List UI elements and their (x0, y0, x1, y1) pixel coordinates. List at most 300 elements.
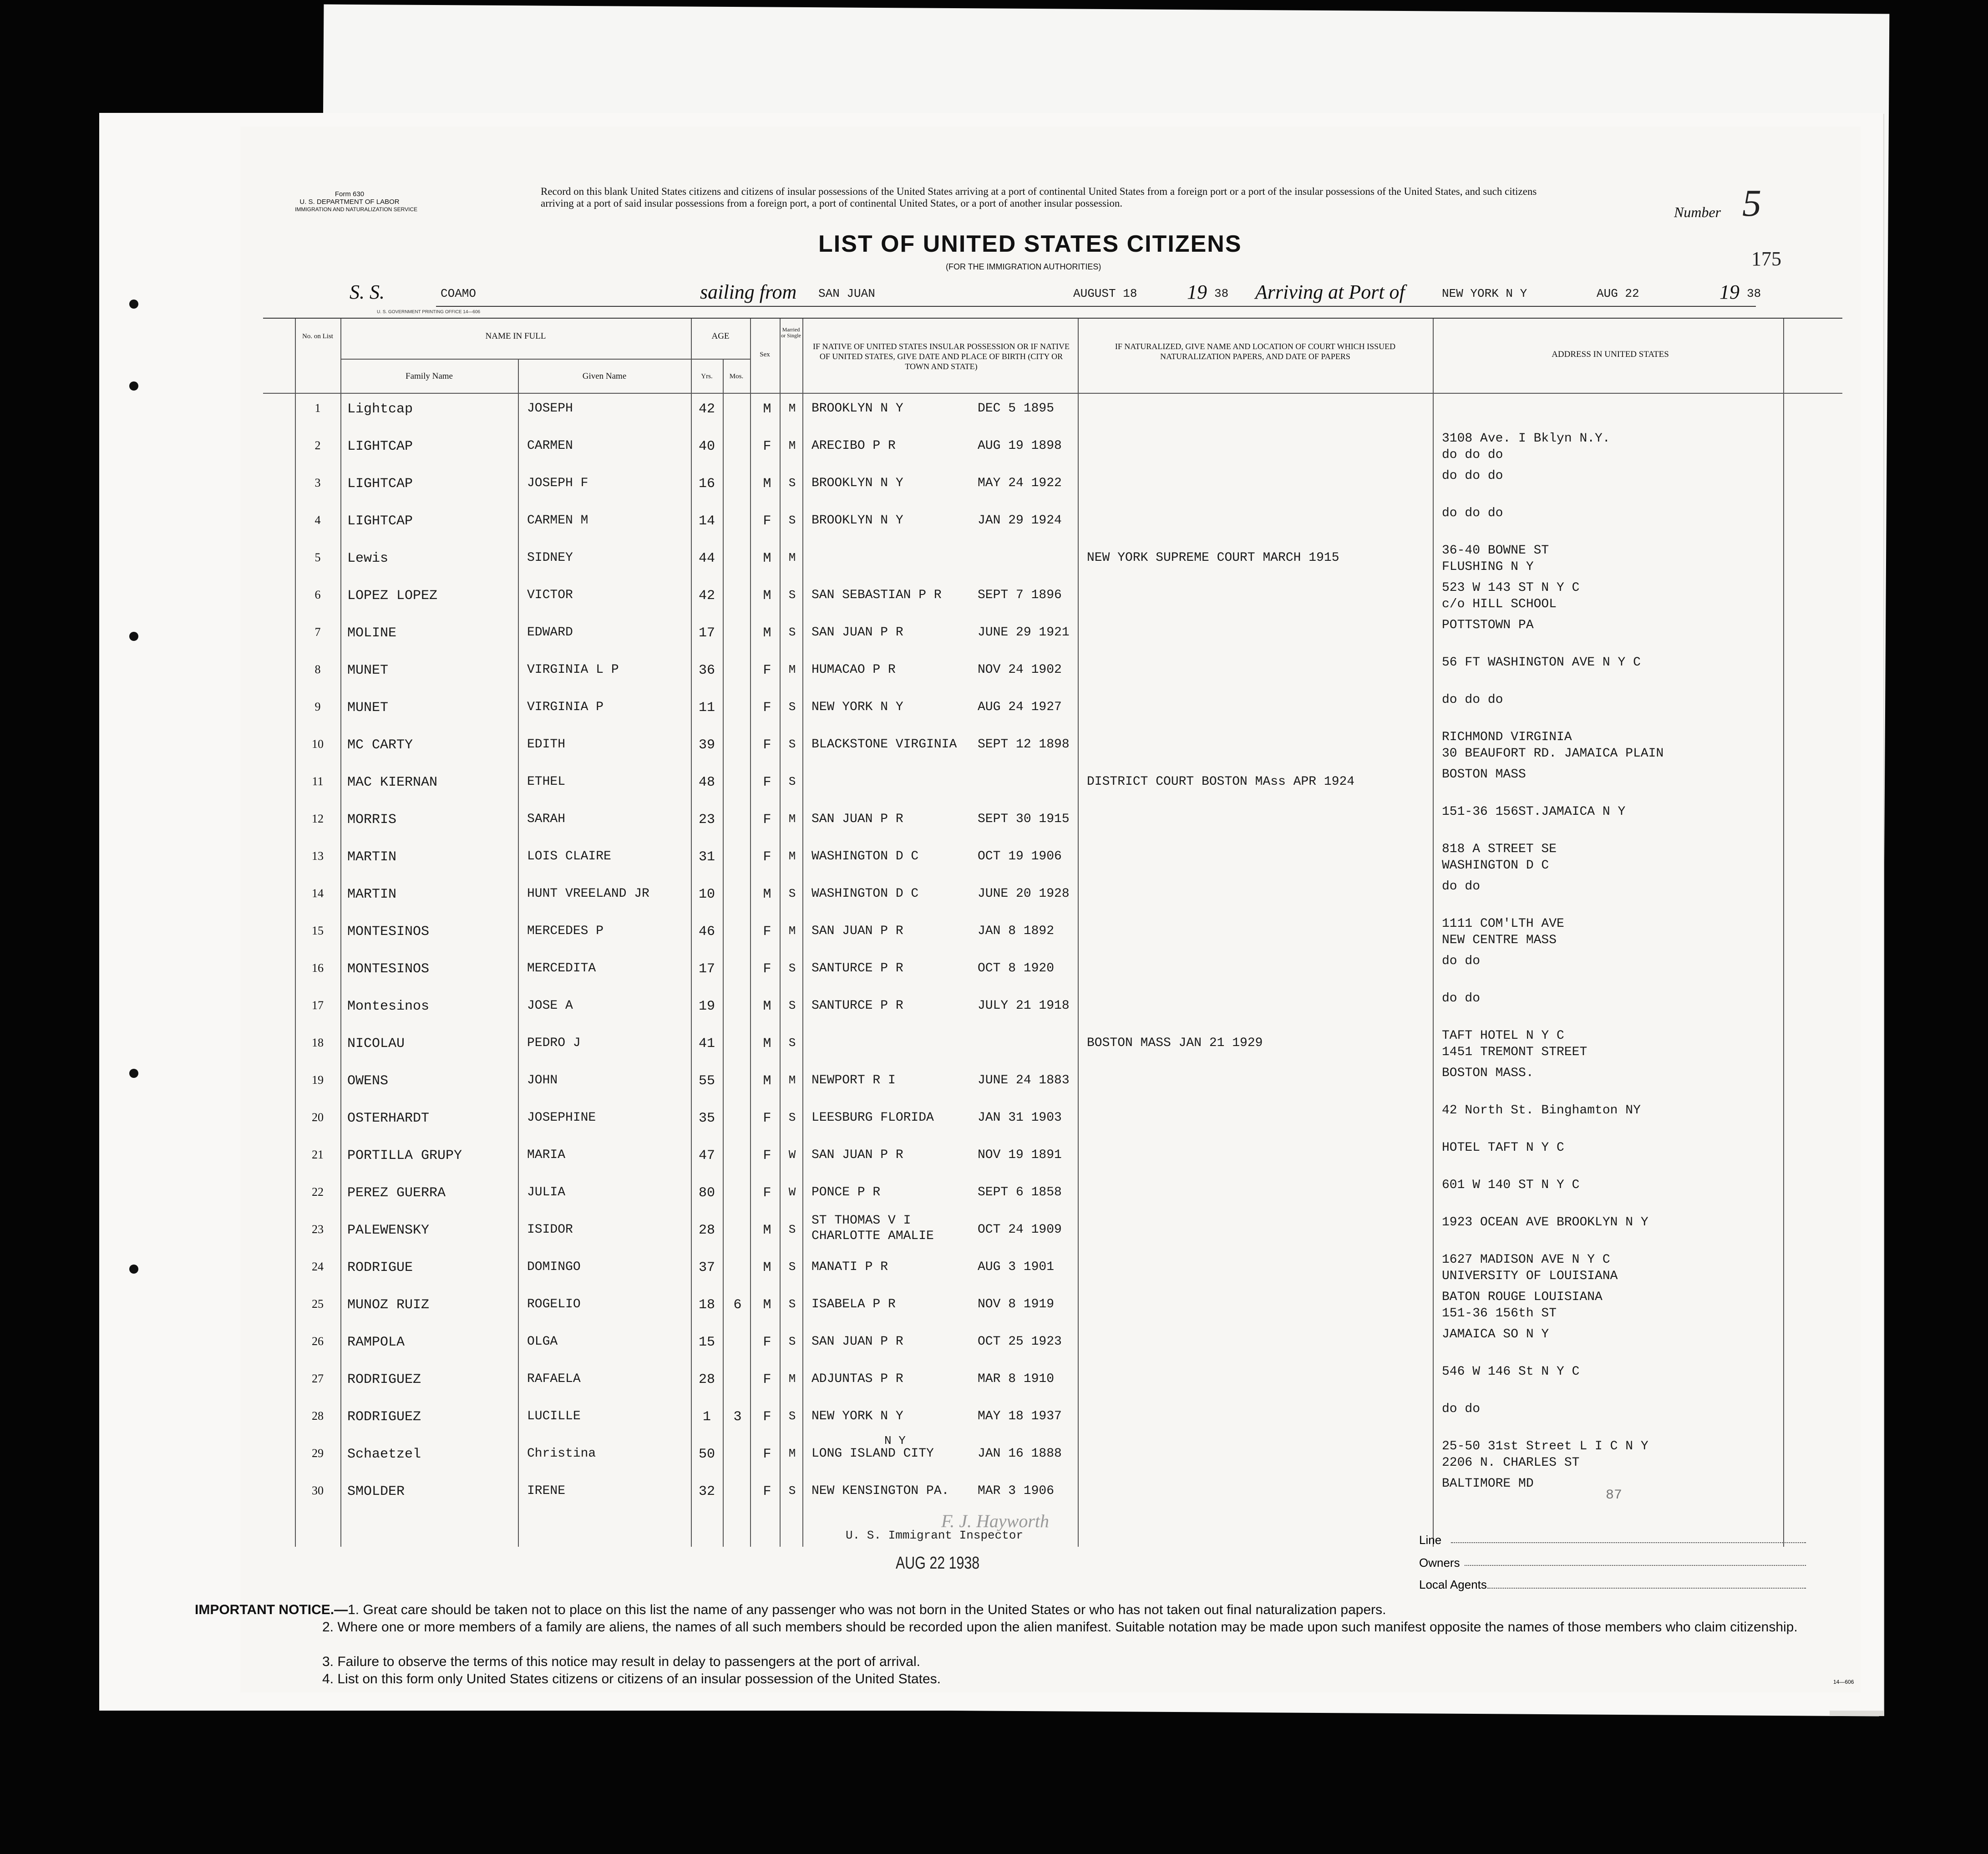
cell-given: MARIA (527, 1148, 566, 1162)
table-row (263, 507, 1883, 544)
cell-addr1: do do do (1442, 469, 1503, 483)
table-row (263, 1403, 1883, 1439)
cell-family: MARTIN (347, 849, 397, 865)
cell-mos: 3 (733, 1409, 742, 1425)
cell-no: 21 (312, 1148, 324, 1161)
cell-family: MUNOZ RUIZ (347, 1297, 430, 1313)
cell-addr1: 523 W 143 ST N Y C (1442, 581, 1580, 595)
cell-family: RODRIGUE (347, 1260, 413, 1275)
cell-yrs: 46 (698, 924, 715, 940)
cell-ms: S (788, 999, 796, 1012)
cell-sex: F (763, 1447, 771, 1462)
table-row (263, 432, 1883, 469)
cell-date: OCT 8 1920 (978, 961, 1055, 975)
sailing-label: sailing from (700, 281, 797, 303)
cell-sex: F (763, 1111, 771, 1126)
cell-place: SAN JUAN P R (811, 1148, 903, 1162)
cell-family: MARTIN (347, 887, 397, 902)
cell-given: CARMEN (527, 439, 573, 453)
cell-addr2: 2206 N. CHARLES ST (1442, 1456, 1580, 1470)
inspector-signature: F. J. Hayworth (941, 1511, 1050, 1531)
table-row (263, 806, 1883, 842)
table-row (263, 1366, 1883, 1402)
sailing-year: 38 (1214, 287, 1229, 300)
cell-family: RODRIGUEZ (347, 1409, 421, 1425)
cell-no: 6 (314, 588, 321, 601)
cell-addr1: do do do (1442, 693, 1503, 707)
cell-yrs: 32 (698, 1484, 715, 1499)
cell-no: 4 (314, 513, 321, 527)
cell-addr2: NEW CENTRE MASS (1442, 933, 1557, 947)
cell-addr1: do do (1442, 991, 1481, 1006)
sailing-port: SAN JUAN (818, 287, 875, 300)
cell-no: 2 (314, 439, 321, 452)
cell-addr2: do do do (1442, 448, 1503, 462)
cell-addr1: BALTIMORE MD (1442, 1477, 1534, 1491)
cell-ms: S (788, 476, 796, 490)
cell-yrs: 31 (698, 849, 715, 865)
cell-given: LOIS CLAIRE (527, 849, 611, 864)
cell-given: CARMEN M (527, 513, 588, 528)
cell-place: SAN JUAN P R (811, 812, 903, 826)
cell-sex: F (763, 849, 771, 865)
cell-given: ROGELIO (527, 1297, 581, 1311)
cell-no: 20 (312, 1111, 324, 1124)
cell-no: 12 (312, 812, 324, 825)
cell-addr1: 818 A STREET SE (1442, 842, 1557, 856)
cell-addr1: POTTSTOWN PA (1442, 618, 1534, 632)
cell-sex: F (763, 961, 771, 977)
cell-mos: 6 (733, 1297, 742, 1313)
cell-sex: M (763, 625, 771, 641)
cell-ms: S (788, 887, 796, 900)
ss-label: S. S. (350, 281, 385, 303)
cell-family: Montesinos (347, 999, 430, 1014)
cell-yrs: 47 (698, 1148, 715, 1163)
cell-sex: F (763, 1484, 771, 1499)
stamp-date: AUG 22 1938 (896, 1554, 980, 1573)
cell-no: 16 (312, 961, 324, 975)
cell-family: MUNET (347, 700, 389, 716)
form-title: LIST OF UNITED STATES CITIZENS (818, 231, 1242, 257)
cell-place: LONG ISLAND CITY (811, 1447, 934, 1461)
cell-family: Lightcap (347, 401, 413, 417)
cell-date: AUG 24 1927 (978, 700, 1062, 714)
cell-nat: BOSTON MASS JAN 21 1929 (1087, 1036, 1263, 1050)
line-label: Line (1419, 1533, 1442, 1547)
table-row (263, 880, 1883, 917)
table-row (263, 1328, 1883, 1365)
cell-given: DOMINGO (527, 1260, 581, 1274)
cell-ms: S (788, 737, 796, 751)
cell-date: NOV 8 1919 (978, 1297, 1055, 1311)
cell-family: NICOLAU (347, 1036, 405, 1051)
form-id (295, 190, 418, 213)
cell-addr2: WASHINGTON D C (1442, 858, 1549, 873)
cell-date: JULY 21 1918 (978, 999, 1070, 1013)
cell-yrs: 14 (698, 513, 715, 529)
cell-no: 10 (312, 737, 324, 751)
cell-place: ST THOMAS V I (811, 1214, 911, 1228)
cell-ms: S (788, 1111, 796, 1124)
cell-yrs: 35 (698, 1111, 715, 1126)
cell-no: 3 (314, 476, 321, 489)
cell-no: 24 (312, 1260, 324, 1273)
table-row (263, 582, 1883, 618)
cell-family: MAC KIERNAN (347, 775, 438, 790)
arrival-port: NEW YORK N Y (1442, 287, 1527, 300)
cell-yrs: 19 (698, 999, 715, 1014)
cell-place: NEW YORK N Y (811, 1409, 903, 1423)
cell-family: MC CARTY (347, 737, 413, 753)
col-naturalized: IF NATURALIZED, GIVE NAME AND LOCATION OF COURT WHICH ISSUED NATURALIZATION PAPERS, AND DATE OF PAPERS (1115, 342, 1396, 361)
cell-ms: M (788, 849, 796, 863)
cell-given: VIRGINIA L P (527, 663, 619, 677)
cell-family: Schaetzel (347, 1447, 421, 1462)
line-field (1451, 1542, 1806, 1544)
cell-addr1: JAMAICA SO N Y (1442, 1327, 1549, 1341)
cell-nat: NEW YORK SUPREME COURT MARCH 1915 (1087, 551, 1339, 565)
cell-no: 23 (312, 1223, 324, 1236)
table-row (263, 619, 1883, 655)
table-row (263, 1179, 1883, 1215)
cell-sex: F (763, 700, 771, 716)
cell-place: LEESBURG FLORIDA (811, 1111, 934, 1125)
cell-no: 7 (314, 625, 321, 639)
cell-sex: M (763, 999, 771, 1014)
cell-sex: M (763, 551, 771, 566)
cell-place: BROOKLYN N Y (811, 476, 903, 490)
cell-given: JOSEPHINE (527, 1111, 596, 1125)
cell-ms: M (788, 812, 796, 826)
cell-addr1: do do (1442, 954, 1481, 968)
cell-yrs: 39 (698, 737, 715, 753)
cell-place: ADJUNTAS P R (811, 1372, 903, 1386)
cell-addr1: 546 W 146 St N Y C (1442, 1365, 1580, 1379)
col-given-name: Given Name (582, 371, 627, 381)
cell-ms: S (788, 588, 796, 602)
cell-place: NEW KENSINGTON PA. (811, 1484, 949, 1498)
cell-sex: F (763, 775, 771, 790)
important-notice (195, 1601, 1815, 1619)
cell-sex: F (763, 513, 771, 529)
cell-given: IRENE (527, 1484, 566, 1498)
cell-date: OCT 19 1906 (978, 849, 1062, 864)
table-row (263, 992, 1883, 1029)
punch-hole (129, 1069, 138, 1078)
table-row (263, 731, 1883, 767)
cell-ms: S (788, 1260, 796, 1274)
cell-yrs: 23 (698, 812, 715, 828)
col-mos: Mos. (729, 373, 744, 380)
arrival-year-prefix: 19 (1719, 281, 1740, 303)
cell-given: PEDRO J (527, 1036, 581, 1050)
number-value: 5 (1742, 182, 1761, 224)
cell-ms: M (788, 401, 796, 415)
cell-ms: S (788, 961, 796, 975)
table-row (263, 955, 1883, 991)
cell-no: 5 (314, 551, 321, 564)
col-age: AGE (711, 331, 730, 341)
table-row (263, 694, 1883, 730)
form-number: Form 630 (335, 190, 365, 198)
cell-given: JOHN (527, 1073, 558, 1087)
cell-sex: F (763, 1185, 771, 1201)
cell-ms: M (788, 439, 796, 452)
col-address: ADDRESS IN UNITED STATES (1552, 350, 1669, 359)
cell-ms: W (788, 1185, 796, 1199)
cell-place: WASHINGTON D C (811, 849, 919, 864)
table-row (263, 1216, 1883, 1253)
cell-ms: S (788, 1297, 796, 1311)
notice-item-1: 1. Great care should be taken not to place on this list the name of any passenger who was not born in the United States or who has not taken out final naturalization papers. (348, 1602, 1386, 1617)
department: U. S. DEPARTMENT OF LABOR (299, 198, 400, 206)
table-row (263, 656, 1883, 693)
table-row (263, 1104, 1883, 1141)
cell-no: 11 (312, 775, 324, 788)
cell-yrs: 18 (698, 1297, 715, 1313)
cell-addr1: BOSTON MASS (1442, 767, 1526, 782)
col-birth: IF NATIVE OF UNITED STATES INSULAR POSSESSION OR IF NATIVE OF UNITED STATES, GIVE DATE AND PLACE OF BIRTH (CITY OR TOWN AND STATE) (812, 342, 1070, 371)
cell-ms: M (788, 551, 796, 564)
cell-place: SANTURCE P R (811, 961, 903, 975)
cell-ms: S (788, 1484, 796, 1498)
cell-yrs: 41 (698, 1036, 715, 1051)
cell-given: SARAH (527, 812, 566, 826)
col-family-name: Family Name (406, 371, 453, 381)
cell-addr2: FLUSHING N Y (1442, 560, 1534, 574)
cell-ms: S (788, 700, 796, 714)
cell-given: ISIDOR (527, 1223, 573, 1237)
cell-ms: M (788, 1372, 796, 1386)
service: IMMIGRATION AND NATURALIZATION SERVICE (295, 206, 418, 213)
cell-date: SEPT 7 1896 (978, 588, 1062, 602)
table-row (263, 1434, 1883, 1477)
table-row (263, 1142, 1883, 1178)
cell-family: SMOLDER (347, 1484, 405, 1499)
cell-given: RAFAELA (527, 1372, 581, 1386)
cell-yrs: 40 (698, 439, 715, 454)
manifest-table (263, 318, 1842, 1547)
cell-yrs: 1 (702, 1409, 711, 1425)
col-name-in-full: NAME IN FULL (485, 331, 546, 341)
cell-given: ETHEL (527, 775, 566, 789)
cell-date: SEPT 30 1915 (978, 812, 1070, 826)
cell-place: SANTURCE P R (811, 999, 903, 1013)
table-row (263, 1067, 1883, 1103)
arrival-date: AUG 22 (1597, 287, 1639, 300)
cell-family: PALEWENSKY (347, 1223, 430, 1238)
cell-nat: DISTRICT COURT BOSTON MAss APR 1924 (1087, 775, 1355, 789)
cell-date: JAN 16 1888 (978, 1447, 1062, 1461)
cell-family: MUNET (347, 663, 389, 678)
punch-hole (129, 632, 138, 641)
cell-addr1: BATON ROUGE LOUISIANA (1442, 1290, 1603, 1304)
cell-family: RAMPOLA (347, 1335, 405, 1350)
cell-date: MAR 8 1910 (978, 1372, 1055, 1386)
cell-no: 18 (312, 1036, 324, 1049)
cell-place: SAN SEBASTIAN P R (811, 588, 942, 602)
cell-date: JUNE 20 1928 (978, 887, 1070, 901)
voyage-underline (436, 306, 1756, 307)
cell-given: HUNT VREELAND JR (527, 887, 649, 901)
cell-family: LIGHTCAP (347, 476, 413, 492)
cell-no: 29 (312, 1447, 324, 1460)
table-row (263, 470, 1883, 506)
cell-sex: M (763, 588, 771, 604)
cell-ms: M (788, 1447, 796, 1460)
cell-given: VICTOR (527, 588, 573, 602)
cell-sex: F (763, 812, 771, 828)
cell-sex: M (763, 401, 771, 417)
cell-date: OCT 24 1909 (978, 1223, 1062, 1237)
cell-no: 28 (312, 1409, 324, 1422)
cell-no: 27 (312, 1372, 324, 1385)
punch-hole (129, 381, 138, 391)
cell-no: 30 (312, 1484, 324, 1497)
table-row (263, 395, 1883, 432)
form-subtitle: (FOR THE IMMIGRATION AUTHORITIES) (946, 262, 1101, 271)
cell-place: ISABELA P R (811, 1297, 896, 1311)
cell-family: MORRIS (347, 812, 397, 828)
cell-place: NEW YORK N Y (811, 700, 903, 714)
cell-date: JUNE 29 1921 (978, 625, 1070, 640)
cell-sex: F (763, 663, 771, 678)
cell-family: PEREZ GUERRA (347, 1185, 446, 1201)
cell-given: JOSEPH (527, 401, 573, 416)
sailing-date: AUGUST 18 (1073, 287, 1137, 300)
cell-family: MOLINE (347, 625, 397, 641)
cell-addr1: BOSTON MASS. (1442, 1066, 1534, 1080)
cell-yrs: 50 (698, 1447, 715, 1462)
cell-date: AUG 3 1901 (978, 1260, 1055, 1274)
cell-addr2: 1451 TREMONT STREET (1442, 1045, 1587, 1059)
inspector-label: U. S. Immigrant Inspector (846, 1529, 1024, 1542)
cell-date: MAY 24 1922 (978, 476, 1062, 490)
cell-sex: F (763, 1372, 771, 1387)
agents-label: Local Agents (1419, 1578, 1487, 1591)
number-label: Number (1674, 204, 1721, 220)
cell-place: NEWPORT R I (811, 1073, 896, 1087)
print-note: U. S. GOVERNMENT PRINTING OFFICE 14—606 (377, 310, 481, 315)
cell-family: MONTESINOS (347, 924, 430, 940)
cell-addr1: 151-36 156ST.JAMAICA N Y (1442, 805, 1626, 819)
cell-addr2: UNIVERSITY OF LOUISIANA (1442, 1269, 1618, 1283)
cell-given: SIDNEY (527, 551, 573, 565)
cell-given: EDWARD (527, 625, 573, 640)
punch-hole (129, 300, 138, 309)
cell-sex: M (763, 1036, 771, 1051)
cell-no: 14 (312, 887, 324, 900)
cell-sex: F (763, 1409, 771, 1425)
cell-place: MANATI P R (811, 1260, 888, 1274)
cell-date: NOV 19 1891 (978, 1148, 1062, 1162)
cell-given: JULIA (527, 1185, 566, 1199)
cell-no: 9 (314, 700, 321, 713)
cell-addr1: TAFT HOTEL N Y C (1442, 1029, 1564, 1043)
cell-family: LIGHTCAP (347, 439, 413, 454)
cell-place: SAN JUAN P R (811, 1335, 903, 1349)
cell-place: BROOKLYN N Y (811, 513, 903, 528)
notice-item-4: 4. List on this form only United States citizens or citizens of an insular possession of the United States. (322, 1671, 941, 1686)
cell-given: LUCILLE (527, 1409, 581, 1423)
manifest-page (99, 113, 1883, 1711)
cell-no: 19 (312, 1073, 324, 1087)
cell-date: JAN 31 1903 (978, 1111, 1062, 1125)
notice-heading: IMPORTANT NOTICE.— (195, 1602, 348, 1617)
cell-date: AUG 19 1898 (978, 439, 1062, 453)
cell-addr1: 36-40 BOWNE ST (1442, 544, 1549, 558)
cell-date: MAR 3 1906 (978, 1484, 1055, 1498)
cell-addr1: 1627 MADISON AVE N Y C (1442, 1253, 1610, 1267)
owners-field (1465, 1565, 1806, 1566)
punch-hole (129, 1265, 138, 1274)
cell-place: SAN JUAN P R (811, 625, 903, 640)
cell-no: 1 (314, 401, 321, 415)
table-row (263, 843, 1883, 879)
cell-given: MERCEDES P (527, 924, 604, 938)
cell-yrs: 15 (698, 1335, 715, 1350)
table-row (263, 1254, 1883, 1290)
cell-addr1: 1923 OCEAN AVE BROOKLYN N Y (1442, 1215, 1648, 1229)
cell-sex: M (763, 1073, 771, 1089)
table-row (263, 1478, 1883, 1514)
notice-item-3: 3. Failure to observe the terms of this notice may result in delay to passengers at the port of arrival. (322, 1654, 920, 1669)
cell-yrs: 37 (698, 1260, 715, 1275)
cell-ms: M (788, 924, 796, 938)
cell-no: 15 (312, 924, 324, 937)
cell-no: 25 (312, 1297, 324, 1310)
arrival-year: 38 (1747, 287, 1761, 300)
cell-addr1: RICHMOND VIRGINIA (1442, 730, 1572, 744)
cell-given: EDITH (527, 737, 566, 752)
cell-ms: S (788, 1036, 796, 1050)
table-row (263, 544, 1883, 581)
cell-sex: M (763, 887, 771, 902)
cell-sex: M (763, 1260, 771, 1275)
cell-addr1: do do do (1442, 506, 1503, 520)
table-row (263, 768, 1883, 805)
cell-yrs: 36 (698, 663, 715, 678)
cell-place: BLACKSTONE VIRGINIA (811, 737, 957, 752)
cell-place: SAN JUAN P R (811, 924, 903, 938)
cell-yrs: 17 (698, 961, 715, 977)
cell-sex: M (763, 476, 771, 492)
cell-addr1: HOTEL TAFT N Y C (1442, 1141, 1564, 1155)
cell-date: SEPT 6 1858 (978, 1185, 1062, 1199)
cell-yrs: 10 (698, 887, 715, 902)
cell-place_above: N Y (884, 1434, 906, 1448)
cell-place: ARECIBO P R (811, 439, 896, 453)
cell-place: PONCE P R (811, 1185, 881, 1199)
cell-ms: S (788, 775, 796, 788)
cell-no: 13 (312, 849, 324, 863)
record-note: Record on this blank United States citizens and citizens of insular possessions of the United States arriving at a port of continental United States from a foreign port or a port of the insular possessions of the United States, and such citizens arriving at a port of said insular possessions from a foreign port, a port of continental United States, or a port of another insular possession. (541, 186, 1537, 209)
cell-ms: S (788, 1409, 796, 1423)
cell-yrs: 48 (698, 775, 715, 790)
cell-addr1: 25-50 31st Street L I C N Y (1442, 1439, 1648, 1453)
cell-addr1: do do (1442, 1402, 1481, 1416)
cell-no: 8 (314, 663, 321, 676)
cell-date: MAY 18 1937 (978, 1409, 1062, 1423)
agents-field (1487, 1588, 1806, 1589)
cell-yrs: 42 (698, 588, 715, 604)
cell-addr1: 3108 Ave. I Bklyn N.Y. (1442, 432, 1610, 446)
cell-date: JUNE 24 1883 (978, 1073, 1070, 1087)
cell-yrs: 42 (698, 401, 715, 417)
cell-given: JOSE A (527, 999, 573, 1013)
manifest-rows (263, 395, 1842, 1533)
